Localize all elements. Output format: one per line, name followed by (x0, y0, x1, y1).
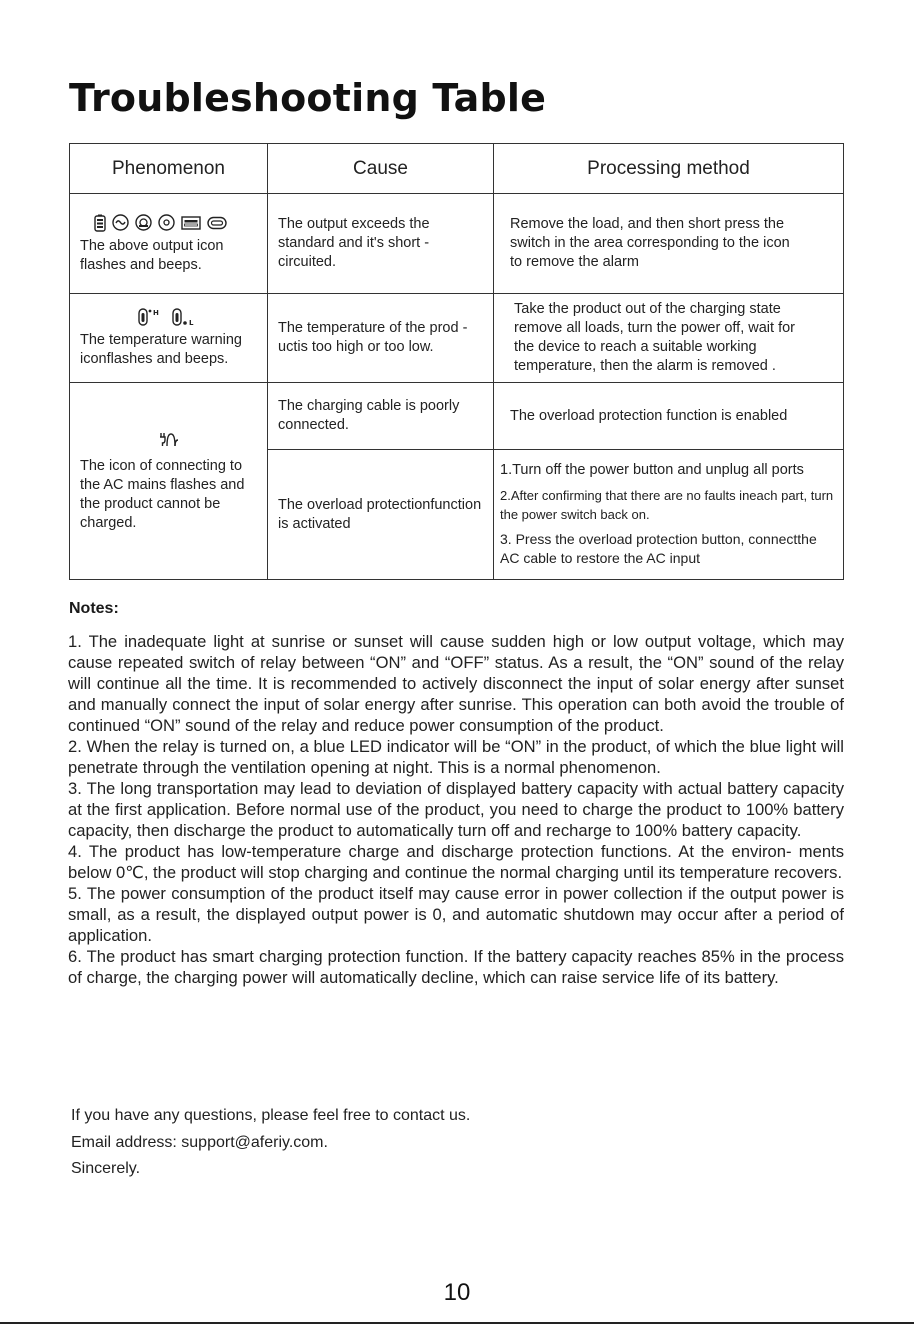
low-temperature-icon (172, 308, 200, 326)
method-cell: Remove the load, and then short press the switch in the area corresponding to the icon to remove the alarm (494, 194, 844, 294)
dc-port-icon (158, 214, 175, 231)
table-row (70, 383, 844, 450)
ac-icon-group (80, 429, 257, 449)
cause-cell: The output exceeds the standard and it's short -circuited. (268, 194, 494, 294)
cause-cell: The overload protectionfunction is activated (268, 450, 494, 580)
page-title: Troubleshooting Table (69, 76, 547, 120)
method-cell: The overload protection function is enabled (494, 383, 844, 450)
cause-cell: The temperature of the prod -uctis too high or too low. (268, 294, 494, 383)
contact-signoff: Sincerely. (71, 1160, 141, 1177)
output-icons-group (80, 213, 257, 233)
method-cell (494, 450, 844, 580)
phenomenon-text: The temperature warning iconflashes and beeps. (80, 332, 242, 367)
phenomenon-text: The icon of connecting to the AC mains flashes and the product cannot be charged. (80, 458, 245, 531)
phenomenon-text: The above output icon flashes and beeps. (80, 237, 224, 273)
contact-block (71, 1103, 470, 1183)
high-temperature-icon (138, 308, 166, 326)
method-cell: Take the product out of the charging state remove all loads, turn the power off, wait for the device to reach a suitable working temperature, then the alarm is removed . (494, 294, 844, 383)
method-step-2: 2.After confirming that there are no faults ineach part, turn the power switch back on. (500, 488, 834, 522)
note-item: 4. The product has low-temperature charge and discharge protection functions. At the environ- ments below 0℃, the product will stop charging and continue the normal charging until its temperature recovers. (68, 842, 844, 882)
note-item: 2. When the relay is turned on, a blue LED indicator will be “ON” in the product, of which the blue light will penetrate through the ventilation opening at night. This is a normal phenomenon. (68, 737, 844, 777)
table-header-row (70, 144, 844, 194)
note-item: 6. The product has smart charging protection function. If the battery capacity reaches 85% in the process of charge, the charging power will automatically decline, which can raise service life of its battery. (68, 947, 844, 987)
notes-title: Notes: (69, 600, 119, 617)
note-item: 5. The power consumption of the product itself may cause error in power collection if the output power is small, as a result, the displayed output power is 0, and automatic shutdown may occur after a period of application. (68, 884, 844, 945)
method-step-1: 1.Turn off the power button and unplug all ports (500, 462, 804, 478)
ac-plug-icon (159, 430, 179, 448)
phenomenon-cell (70, 383, 268, 580)
svg-text:H: H (152, 309, 159, 317)
battery-icon (94, 214, 106, 232)
usb-c-icon (207, 216, 227, 230)
note-item: 1. The inadequate light at sunrise or sunset will cause sudden high or low output voltage, which may cause repeated switch of relay between “ON” and “OFF” status. As a result, the “ON” sound of the relay will continue all the time. It is recommended to actively disconnect the input of solar energy after sunset and manually connect the input of solar energy after sunrise. This operation can both avoid the trouble of continued “ON” sound of the relay and reduce power consumption of the product. (68, 632, 844, 735)
phenomenon-cell (70, 294, 268, 383)
contact-email-line: Email address: support@aferiy.com. (71, 1133, 328, 1151)
car-socket-icon (135, 214, 152, 231)
note-item: 3. The long transportation may lead to deviation of displayed battery capacity with actual battery capacity at the first application. Before normal use of the product, you need to charge the product to 100% battery capacity, then discharge the product to automatically turn off and recharge to 100% battery capacity. (68, 779, 844, 840)
header-cause: Cause (268, 144, 494, 194)
header-phenomenon: Phenomenon (70, 144, 268, 194)
notes-list (68, 631, 844, 988)
page-number: 10 (443, 1279, 471, 1306)
temperature-icons-group (80, 307, 257, 327)
usb-a-icon (181, 216, 201, 230)
troubleshooting-table (69, 143, 844, 580)
svg-text:L: L (188, 319, 193, 326)
phenomenon-cell (70, 194, 268, 294)
contact-question-line: If you have any questions, please feel free to contact us. (71, 1107, 471, 1124)
method-step-3: 3. Press the overload protection button, connectthe AC cable to restore the AC input (500, 531, 817, 566)
ac-outlet-icon (112, 214, 129, 231)
cause-cell: The charging cable is poorly connected. (268, 383, 494, 450)
table-row (70, 294, 844, 383)
table-row (70, 194, 844, 294)
header-processing-method: Processing method (494, 144, 844, 194)
